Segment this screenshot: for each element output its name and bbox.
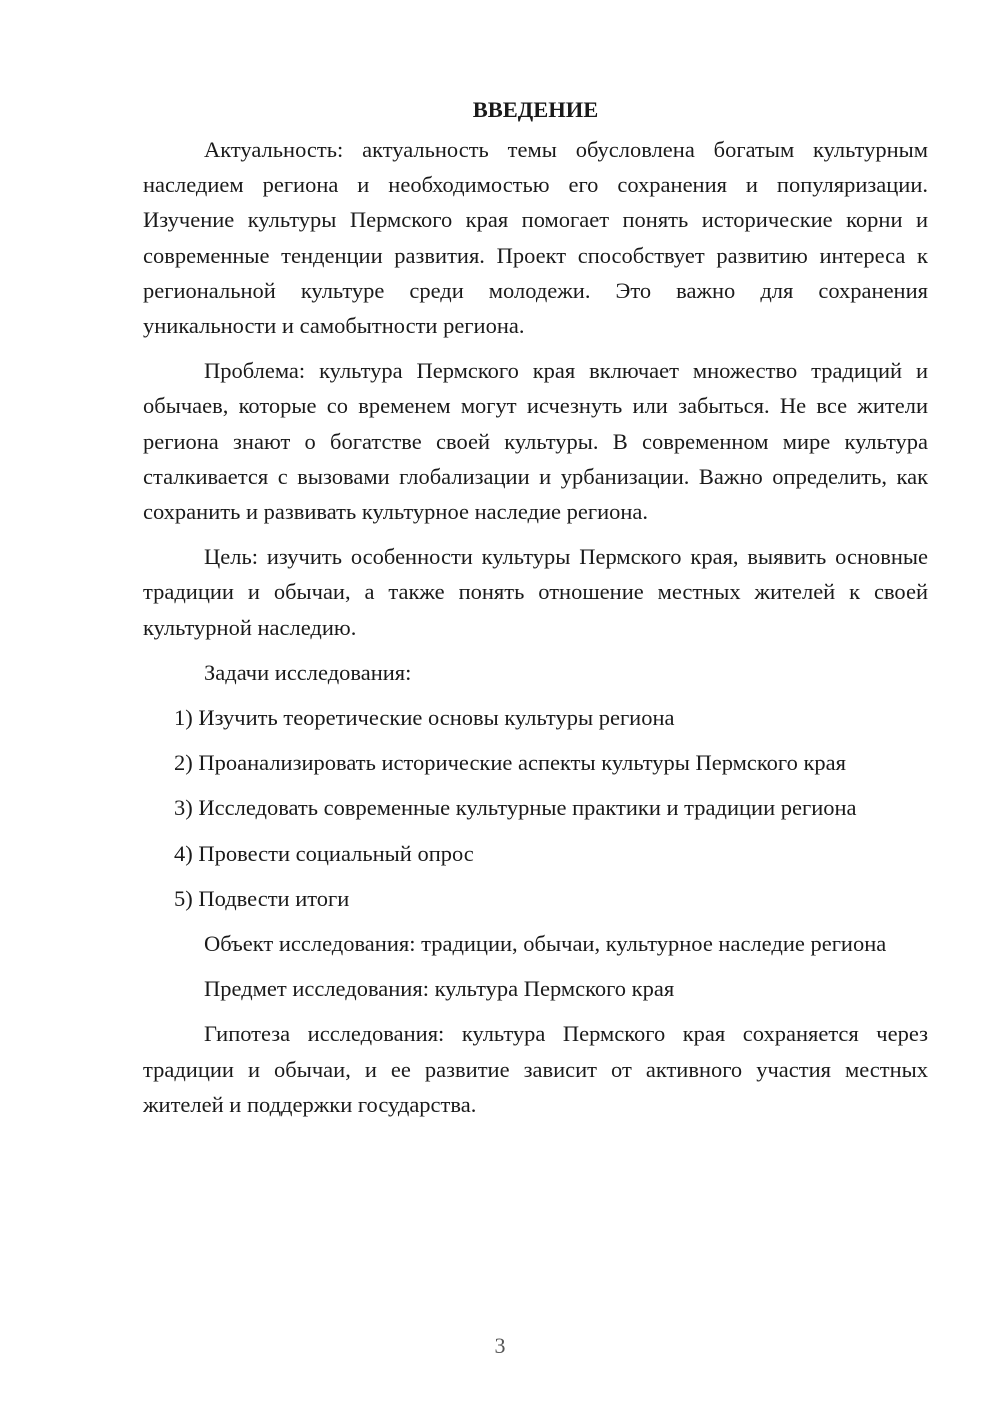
problem-paragraph: Проблема: культура Пермского края включает множество традиций и обычаев, которые со временем могут исчезнуть или забыться. Не все жители региона знают о богатстве своей культуры. В современном мире культура сталкивается с вызовами глобализации и урбанизации. Важно определить, как сохранить и развивать культурное наследие региона. — [143, 358, 928, 525]
task-item: 2) Проанализировать исторические аспекты культуры Пермского края — [174, 750, 846, 776]
tasks-list — [143, 700, 928, 916]
task-item: 1) Изучить теоретические основы культуры региона — [174, 705, 675, 731]
page-number: 3 — [494, 1333, 506, 1358]
tasks-title: Задачи исследования: — [204, 659, 412, 685]
task-item: 4) Провести социальный опрос — [174, 840, 474, 866]
object-paragraph: Объект исследования: традиции, обычаи, культурное наследие региона — [204, 931, 887, 957]
document-page — [143, 92, 928, 1132]
goal-paragraph: Цель: изучить особенности культуры Пермского края, выявить основные традиции и обычаи, а также понять отношение местных жителей к своей культурной наследию. — [143, 544, 928, 640]
task-item: 5) Подвести итоги — [174, 885, 350, 911]
task-item: 3) Исследовать современные культурные практики и традиции региона — [174, 795, 857, 821]
relevance-paragraph: Актуальность: актуальность темы обусловлена богатым культурным наследием региона и необходимостью его сохранения и популяризации. Изучение культуры Пермского края помогает понять исторические корни и современные тенденции развития. Проект способствует развитию интереса к региональной культуре среди молодежи. Это важно для сохранения уникальности и самобытности региона. — [143, 137, 928, 339]
section-heading: ВВЕДЕНИЕ — [472, 97, 599, 122]
hypothesis-paragraph: Гипотеза исследования: культура Пермского края сохраняется через традиции и обычаи, и ее развитие зависит от активного участия местных жителей и поддержки государства. — [143, 1021, 928, 1117]
subject-paragraph: Предмет исследования: культура Пермского края — [204, 976, 675, 1002]
